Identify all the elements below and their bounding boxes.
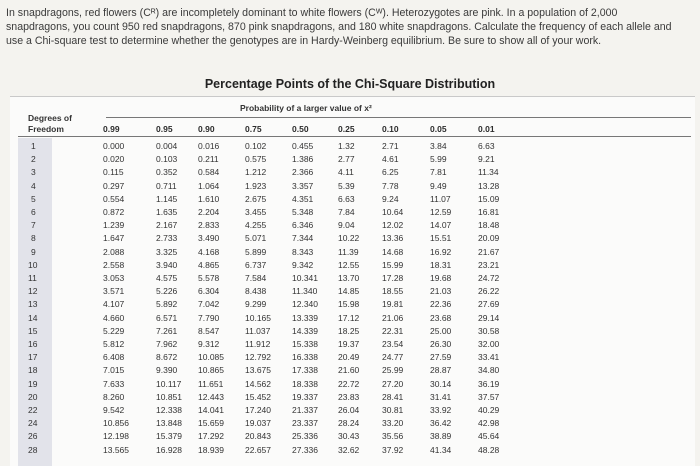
value-df13-p0.25: 15.98 (338, 299, 360, 310)
df-16: 16 (28, 339, 38, 349)
value-df10-p0.10: 15.99 (382, 259, 404, 270)
value-df5-p0.99: 0.554 (103, 193, 125, 204)
value-df4-p0.01: 13.28 (478, 180, 500, 191)
value-df22-p0.95: 12.338 (156, 405, 182, 415)
value-df15-p0.01: 30.58 (478, 325, 500, 336)
value-df18-p0.25: 21.60 (338, 365, 360, 376)
df-19: 19 (28, 378, 38, 389)
value-df22-p0.99: 9.542 (103, 405, 125, 415)
value-df14-p0.95: 6.571 (156, 312, 178, 323)
header-bottom-rule (18, 136, 691, 137)
value-df2-p0.25: 2.77 (338, 154, 355, 165)
value-df6-p0.01: 16.81 (478, 207, 500, 217)
value-df11-p0.90: 5.578 (198, 273, 220, 283)
value-df4-p0.95: 0.711 (156, 180, 177, 191)
value-df22-p0.05: 33.92 (430, 405, 452, 415)
value-df9-p0.95: 3.325 (156, 246, 178, 257)
value-df22-p0.90: 14.041 (198, 405, 224, 415)
probability-0.10: 0.10 (382, 124, 399, 134)
value-df3-p0.95: 0.352 (156, 167, 178, 178)
probability-0.25: 0.25 (338, 124, 355, 134)
value-df11-p0.50: 10.341 (292, 273, 318, 283)
df-13: 13 (28, 299, 38, 310)
value-df9-p0.10: 14.68 (382, 246, 404, 257)
value-df18-p0.75: 13.675 (245, 365, 271, 376)
value-df7-p0.99: 1.239 (103, 220, 125, 231)
problem-line-3: use a Chi-square test to determine whether the genotypes are in Hardy-Weinberg equilibrium. Be sure to show all of your work. (6, 35, 602, 47)
df-2: 2 (31, 154, 36, 165)
value-df24-p0.99: 10.856 (103, 418, 129, 429)
value-df19-p0.75: 14.562 (245, 378, 271, 389)
value-df26-p0.95: 15.379 (156, 431, 182, 442)
df-18: 18 (28, 365, 38, 376)
value-df8-p0.01: 20.09 (478, 233, 500, 244)
probability-0.99: 0.99 (103, 124, 120, 134)
value-df14-p0.50: 13.339 (292, 312, 318, 323)
value-df17-p0.50: 16.338 (292, 352, 318, 363)
value-df19-p0.25: 22.72 (338, 378, 360, 389)
value-df16-p0.01: 32.00 (478, 339, 500, 349)
problem-line-1: In snapdragons, red flowers (Cᴿ) are incompletely dominant to white flowers (Cᵂ). Heterozygotes are pink. In a population of 2,000 (6, 7, 618, 19)
df-6: 6 (31, 207, 36, 217)
value-df7-p0.75: 4.255 (245, 220, 267, 231)
value-df6-p0.90: 2.204 (198, 207, 220, 217)
value-df2-p0.75: 0.575 (245, 154, 267, 165)
value-df8-p0.99: 1.647 (103, 233, 125, 244)
value-df10-p0.25: 12.55 (338, 259, 360, 270)
value-df14-p0.05: 23.68 (430, 312, 452, 323)
value-df6-p0.75: 3.455 (245, 207, 267, 217)
value-df12-p0.90: 6.304 (198, 286, 220, 297)
value-df14-p0.01: 29.14 (478, 312, 500, 323)
df-20: 20 (28, 391, 38, 402)
value-df10-p0.95: 3.940 (156, 259, 178, 270)
value-df13-p0.95: 5.892 (156, 299, 178, 310)
value-df16-p0.99: 5.812 (103, 339, 125, 349)
value-df17-p0.01: 33.41 (478, 352, 500, 363)
df-4: 4 (31, 180, 36, 191)
value-df26-p0.99: 12.198 (103, 431, 129, 442)
value-df18-p0.50: 17.338 (292, 365, 318, 376)
value-df7-p0.90: 2.833 (198, 220, 220, 231)
value-df11-p0.25: 13.70 (338, 273, 360, 283)
value-df2-p0.01: 9.21 (478, 154, 495, 165)
value-df15-p0.50: 14.339 (292, 325, 318, 336)
df-header (28, 113, 72, 135)
value-df20-p0.99: 8.260 (103, 391, 125, 402)
value-df15-p0.05: 25.00 (430, 325, 452, 336)
value-df5-p0.25: 6.63 (338, 193, 355, 204)
problem-line-2: snapdragons, you count 950 red snapdragons, 870 pink snapdragons, and 180 white snapdragons. Calculate the frequency of each allele and (6, 21, 672, 33)
value-df4-p0.10: 7.78 (382, 180, 399, 191)
value-df4-p0.75: 1.923 (245, 180, 267, 191)
value-df10-p0.05: 18.31 (430, 259, 452, 270)
value-df12-p0.95: 5.226 (156, 286, 178, 297)
value-df5-p0.90: 1.610 (198, 193, 220, 204)
value-df3-p0.90: 0.584 (198, 167, 220, 178)
value-df13-p0.50: 12.340 (292, 299, 318, 310)
value-df18-p0.99: 7.015 (103, 365, 125, 376)
value-df2-p0.50: 1.386 (292, 154, 314, 165)
value-df13-p0.10: 19.81 (382, 299, 404, 310)
value-df7-p0.05: 14.07 (430, 220, 452, 231)
value-df3-p0.01: 11.34 (478, 167, 499, 178)
value-df5-p0.75: 2.675 (245, 193, 267, 204)
value-df12-p0.75: 8.438 (245, 286, 267, 297)
value-df6-p0.95: 1.635 (156, 207, 178, 217)
value-df7-p0.10: 12.02 (382, 220, 404, 231)
value-df5-p0.10: 9.24 (382, 193, 399, 204)
value-df11-p0.95: 4.575 (156, 273, 178, 283)
df-12: 12 (28, 286, 38, 297)
value-df28-p0.50: 27.336 (292, 444, 318, 455)
value-df7-p0.50: 6.346 (292, 220, 314, 231)
df-22: 22 (28, 405, 38, 415)
value-df17-p0.10: 24.77 (382, 352, 404, 363)
value-df17-p0.90: 10.085 (198, 352, 224, 363)
value-df9-p0.90: 4.168 (198, 246, 220, 257)
value-df26-p0.75: 20.843 (245, 431, 271, 442)
value-df1-p0.10: 2.71 (382, 141, 399, 151)
value-df6-p0.99: 0.872 (103, 207, 125, 217)
df-9: 9 (31, 246, 36, 257)
value-df19-p0.95: 10.117 (156, 378, 182, 389)
value-df2-p0.90: 0.211 (198, 154, 219, 165)
probability-0.50: 0.50 (292, 124, 309, 134)
value-df12-p0.50: 11.340 (292, 286, 318, 297)
df-1: 1 (31, 141, 36, 151)
value-df26-p0.50: 25.336 (292, 431, 318, 442)
value-df8-p0.50: 7.344 (292, 233, 314, 244)
value-df4-p0.25: 5.39 (338, 180, 355, 191)
value-df15-p0.90: 8.547 (198, 325, 220, 336)
value-df4-p0.50: 3.357 (292, 180, 314, 191)
value-df12-p0.05: 21.03 (430, 286, 452, 297)
value-df24-p0.25: 28.24 (338, 418, 360, 429)
value-df20-p0.10: 28.41 (382, 391, 404, 402)
df-11: 11 (28, 273, 37, 283)
header-rule (106, 117, 691, 118)
value-df28-p0.05: 41.34 (430, 444, 452, 455)
value-df28-p0.95: 16.928 (156, 444, 182, 455)
value-df16-p0.10: 23.54 (382, 339, 404, 349)
value-df26-p0.10: 35.56 (382, 431, 404, 442)
value-df24-p0.90: 15.659 (198, 418, 224, 429)
value-df8-p0.90: 3.490 (198, 233, 220, 244)
value-df26-p0.01: 45.64 (478, 431, 500, 442)
value-df13-p0.99: 4.107 (103, 299, 125, 310)
value-df15-p0.10: 22.31 (382, 325, 404, 336)
df-15: 15 (28, 325, 38, 336)
value-df3-p0.10: 6.25 (382, 167, 399, 178)
value-df6-p0.25: 7.84 (338, 207, 355, 217)
value-df1-p0.05: 3.84 (430, 141, 447, 151)
value-df20-p0.95: 10.851 (156, 391, 182, 402)
value-df9-p0.01: 21.67 (478, 246, 500, 257)
value-df13-p0.01: 27.69 (478, 299, 500, 310)
value-df1-p0.75: 0.102 (245, 141, 267, 151)
value-df2-p0.95: 0.103 (156, 154, 178, 165)
table-title: Percentage Points of the Chi-Square Distribution (204, 77, 496, 91)
probability-0.90: 0.90 (198, 124, 215, 134)
probability-0.95: 0.95 (156, 124, 173, 134)
value-df19-p0.01: 36.19 (478, 378, 500, 389)
chi-square-table (10, 96, 695, 466)
value-df8-p0.05: 15.51 (430, 233, 452, 244)
value-df18-p0.90: 10.865 (198, 365, 224, 376)
value-df13-p0.75: 9.299 (245, 299, 267, 310)
value-df20-p0.05: 31.41 (430, 391, 452, 402)
value-df22-p0.01: 40.29 (478, 405, 500, 415)
value-df18-p0.05: 28.87 (430, 365, 452, 376)
value-df11-p0.05: 19.68 (430, 273, 452, 283)
value-df10-p0.75: 6.737 (245, 259, 267, 270)
value-df20-p0.25: 23.83 (338, 391, 360, 402)
value-df8-p0.10: 13.36 (382, 233, 404, 244)
value-df12-p0.10: 18.55 (382, 286, 404, 297)
value-df20-p0.50: 19.337 (292, 391, 318, 402)
value-df19-p0.05: 30.14 (430, 378, 452, 389)
value-df7-p0.95: 2.167 (156, 220, 178, 231)
df-3: 3 (31, 167, 36, 178)
value-df8-p0.75: 5.071 (245, 233, 267, 244)
value-df7-p0.01: 18.48 (478, 220, 500, 231)
probability-0.01: 0.01 (478, 124, 495, 134)
value-df19-p0.90: 11.651 (198, 378, 224, 389)
value-df26-p0.05: 38.89 (430, 431, 452, 442)
value-df11-p0.99: 3.053 (103, 273, 125, 283)
value-df28-p0.75: 22.657 (245, 444, 271, 455)
value-df28-p0.01: 48.28 (478, 444, 500, 455)
value-df3-p0.99: 0.115 (103, 167, 124, 178)
df-14: 14 (28, 312, 38, 323)
value-df13-p0.05: 22.36 (430, 299, 452, 310)
value-df10-p0.99: 2.558 (103, 259, 125, 270)
value-df12-p0.25: 14.85 (338, 286, 360, 297)
df-8: 8 (31, 233, 36, 244)
value-df14-p0.75: 10.165 (245, 312, 271, 323)
df-26: 26 (28, 431, 38, 442)
value-df17-p0.99: 6.408 (103, 352, 125, 363)
value-df24-p0.05: 36.42 (430, 418, 452, 429)
value-df8-p0.95: 2.733 (156, 233, 178, 244)
value-df15-p0.75: 11.037 (245, 325, 271, 336)
value-df5-p0.05: 11.07 (430, 193, 451, 204)
value-df6-p0.50: 5.348 (292, 207, 314, 217)
problem-statement (6, 6, 696, 48)
value-df5-p0.01: 15.09 (478, 193, 500, 204)
value-df17-p0.25: 20.49 (338, 352, 360, 363)
df-header-line-2: Freedom (28, 124, 64, 134)
value-df28-p0.90: 18.939 (198, 444, 224, 455)
value-df11-p0.01: 24.72 (478, 273, 500, 283)
value-df22-p0.75: 17.240 (245, 405, 271, 415)
value-df9-p0.25: 11.39 (338, 246, 359, 257)
value-df14-p0.90: 7.790 (198, 312, 220, 323)
value-df20-p0.75: 15.452 (245, 391, 271, 402)
value-df14-p0.10: 21.06 (382, 312, 404, 323)
value-df5-p0.50: 4.351 (292, 193, 314, 204)
value-df17-p0.95: 8.672 (156, 352, 178, 363)
value-df22-p0.50: 21.337 (292, 405, 318, 415)
value-df7-p0.25: 9.04 (338, 220, 355, 231)
value-df24-p0.75: 19.037 (245, 418, 271, 429)
value-df3-p0.25: 4.11 (338, 167, 354, 178)
value-df11-p0.10: 17.28 (382, 273, 404, 283)
value-df9-p0.05: 16.92 (430, 246, 452, 257)
value-df28-p0.10: 37.92 (382, 444, 404, 455)
value-df1-p0.95: 0.004 (156, 141, 178, 151)
value-df4-p0.90: 1.064 (198, 180, 220, 191)
value-df14-p0.99: 4.660 (103, 312, 125, 323)
value-df16-p0.25: 19.37 (338, 339, 360, 349)
value-df26-p0.90: 17.292 (198, 431, 224, 442)
value-df24-p0.95: 13.848 (156, 418, 182, 429)
value-df20-p0.01: 37.57 (478, 391, 500, 402)
df-5: 5 (31, 193, 36, 204)
value-df3-p0.75: 1.212 (245, 167, 267, 178)
value-df1-p0.99: 0.000 (103, 141, 125, 151)
value-df19-p0.10: 27.20 (382, 378, 404, 389)
value-df24-p0.10: 33.20 (382, 418, 404, 429)
value-df16-p0.05: 26.30 (430, 339, 452, 349)
value-df18-p0.10: 25.99 (382, 365, 404, 376)
value-df8-p0.25: 10.22 (338, 233, 360, 244)
df-7: 7 (31, 220, 36, 231)
df-header-line-1: Degrees of (28, 113, 72, 123)
value-df1-p0.90: 0.016 (198, 141, 220, 151)
value-df19-p0.99: 7.633 (103, 378, 125, 389)
value-df22-p0.25: 26.04 (338, 405, 360, 415)
value-df3-p0.50: 2.366 (292, 167, 314, 178)
df-17: 17 (28, 352, 38, 363)
value-df1-p0.25: 1.32 (338, 141, 355, 151)
value-df16-p0.50: 15.338 (292, 339, 318, 349)
value-df26-p0.25: 30.43 (338, 431, 360, 442)
value-df19-p0.50: 18.338 (292, 378, 318, 389)
probability-0.05: 0.05 (430, 124, 447, 134)
value-df22-p0.10: 30.81 (382, 405, 404, 415)
value-df5-p0.95: 1.145 (156, 193, 178, 204)
value-df9-p0.75: 5.899 (245, 246, 267, 257)
value-df18-p0.01: 34.80 (478, 365, 500, 376)
value-df9-p0.99: 2.088 (103, 246, 125, 257)
value-df16-p0.95: 7.962 (156, 339, 178, 349)
df-28: 28 (28, 444, 38, 455)
value-df2-p0.05: 5.99 (430, 154, 447, 165)
value-df9-p0.50: 8.343 (292, 246, 314, 257)
value-df4-p0.99: 0.297 (103, 180, 125, 191)
value-df2-p0.10: 4.61 (382, 154, 399, 165)
value-df1-p0.01: 6.63 (478, 141, 495, 151)
value-df28-p0.25: 32.62 (338, 444, 360, 455)
value-df12-p0.01: 26.22 (478, 286, 500, 297)
value-df6-p0.05: 12.59 (430, 207, 452, 217)
df-10: 10 (28, 259, 38, 270)
value-df17-p0.05: 27.59 (430, 352, 452, 363)
value-df10-p0.50: 9.342 (292, 259, 314, 270)
value-df4-p0.05: 9.49 (430, 180, 447, 191)
value-df28-p0.99: 13.565 (103, 444, 129, 455)
value-df15-p0.25: 18.25 (338, 325, 360, 336)
value-df16-p0.75: 11.912 (245, 339, 271, 349)
value-df10-p0.90: 4.865 (198, 259, 220, 270)
value-df1-p0.50: 0.455 (292, 141, 314, 151)
value-df24-p0.50: 23.337 (292, 418, 318, 429)
probability-header: Probability of a larger value of x² (240, 103, 372, 113)
value-df3-p0.05: 7.81 (430, 167, 447, 178)
value-df12-p0.99: 3.571 (103, 286, 125, 297)
value-df15-p0.99: 5.229 (103, 325, 125, 336)
value-df24-p0.01: 42.98 (478, 418, 500, 429)
value-df15-p0.95: 7.261 (156, 325, 178, 336)
value-df2-p0.99: 0.020 (103, 154, 125, 165)
value-df6-p0.10: 10.64 (382, 207, 404, 217)
value-df18-p0.95: 9.390 (156, 365, 178, 376)
value-df11-p0.75: 7.584 (245, 273, 267, 283)
value-df20-p0.90: 12.443 (198, 391, 224, 402)
value-df16-p0.90: 9.312 (198, 339, 220, 349)
df-24: 24 (28, 418, 38, 429)
value-df14-p0.25: 17.12 (338, 312, 360, 323)
value-df13-p0.90: 7.042 (198, 299, 220, 310)
value-df10-p0.01: 23.21 (478, 259, 500, 270)
probability-0.75: 0.75 (245, 124, 262, 134)
value-df17-p0.75: 12.792 (245, 352, 271, 363)
